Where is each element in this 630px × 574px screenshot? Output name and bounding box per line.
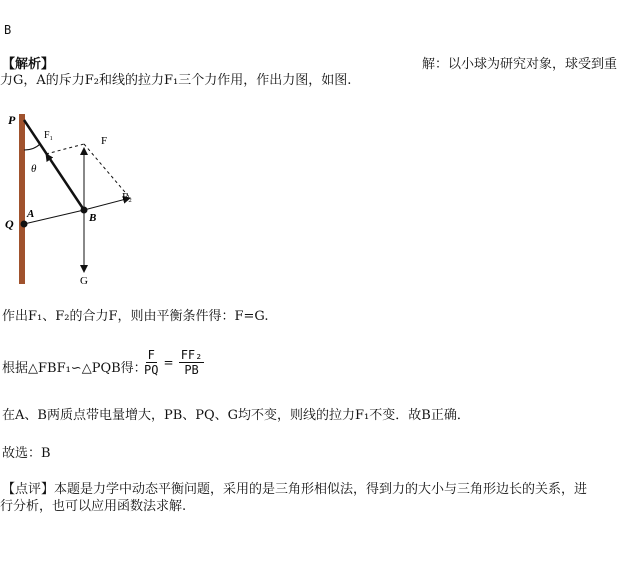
fraction-right-num: FF₂ [180,348,203,362]
fraction-right-den: PB [184,363,199,377]
point-a [21,221,28,228]
final-answer: 故选：B [2,446,51,461]
theta-arc [24,144,40,150]
comment-line-1: 【点评】本题是力学中动态平衡问题，采用的是三角形相似法，得到力的大小与三角形边长的关系，进 [2,482,588,497]
label-b: B [89,212,97,224]
point-b [81,207,88,214]
wall [19,114,25,284]
label-f2: F₂ [122,191,132,203]
force-diagram [0,100,180,290]
analysis-label: 【解析】 [2,57,55,72]
solution-line-2: 力G，A的斥力F₂和线的拉力F₁三个力作用，作出力图，如图. [0,73,352,88]
dashed-line-top [46,144,84,154]
label-f1: F₁ [44,130,54,141]
label-p: P [8,113,16,127]
label-f: F [101,135,108,147]
force-f1-arrow [46,154,84,210]
dashed-line-right [84,144,130,198]
label-theta: θ [31,163,37,175]
formula-prefix: 根据△FBF₁∽△PQB得： [2,361,147,376]
fraction-left [144,348,158,377]
comment-line-2: 行分析，也可以应用函数法求解. [0,499,187,514]
equals-sign: = [163,355,174,370]
conclusion-line-2: 在A、B两质点带电量增大，PB、PQ、G均不变，则线的拉力F₁不变．故B正确． [2,408,470,423]
formula [144,348,204,377]
label-a: A [27,208,35,220]
fraction-left-num: F [147,348,155,362]
fraction-right [179,348,205,377]
conclusion-line-1: 作出F₁、F₂的合力F，则由平衡条件得：F=G. [2,309,269,324]
solution-intro: 解：以小球为研究对象，球受到重 [422,57,618,72]
answer-letter: B [4,23,12,37]
label-g: G [80,275,88,287]
fraction-left-den: PQ [144,363,159,377]
label-q: Q [5,217,14,231]
